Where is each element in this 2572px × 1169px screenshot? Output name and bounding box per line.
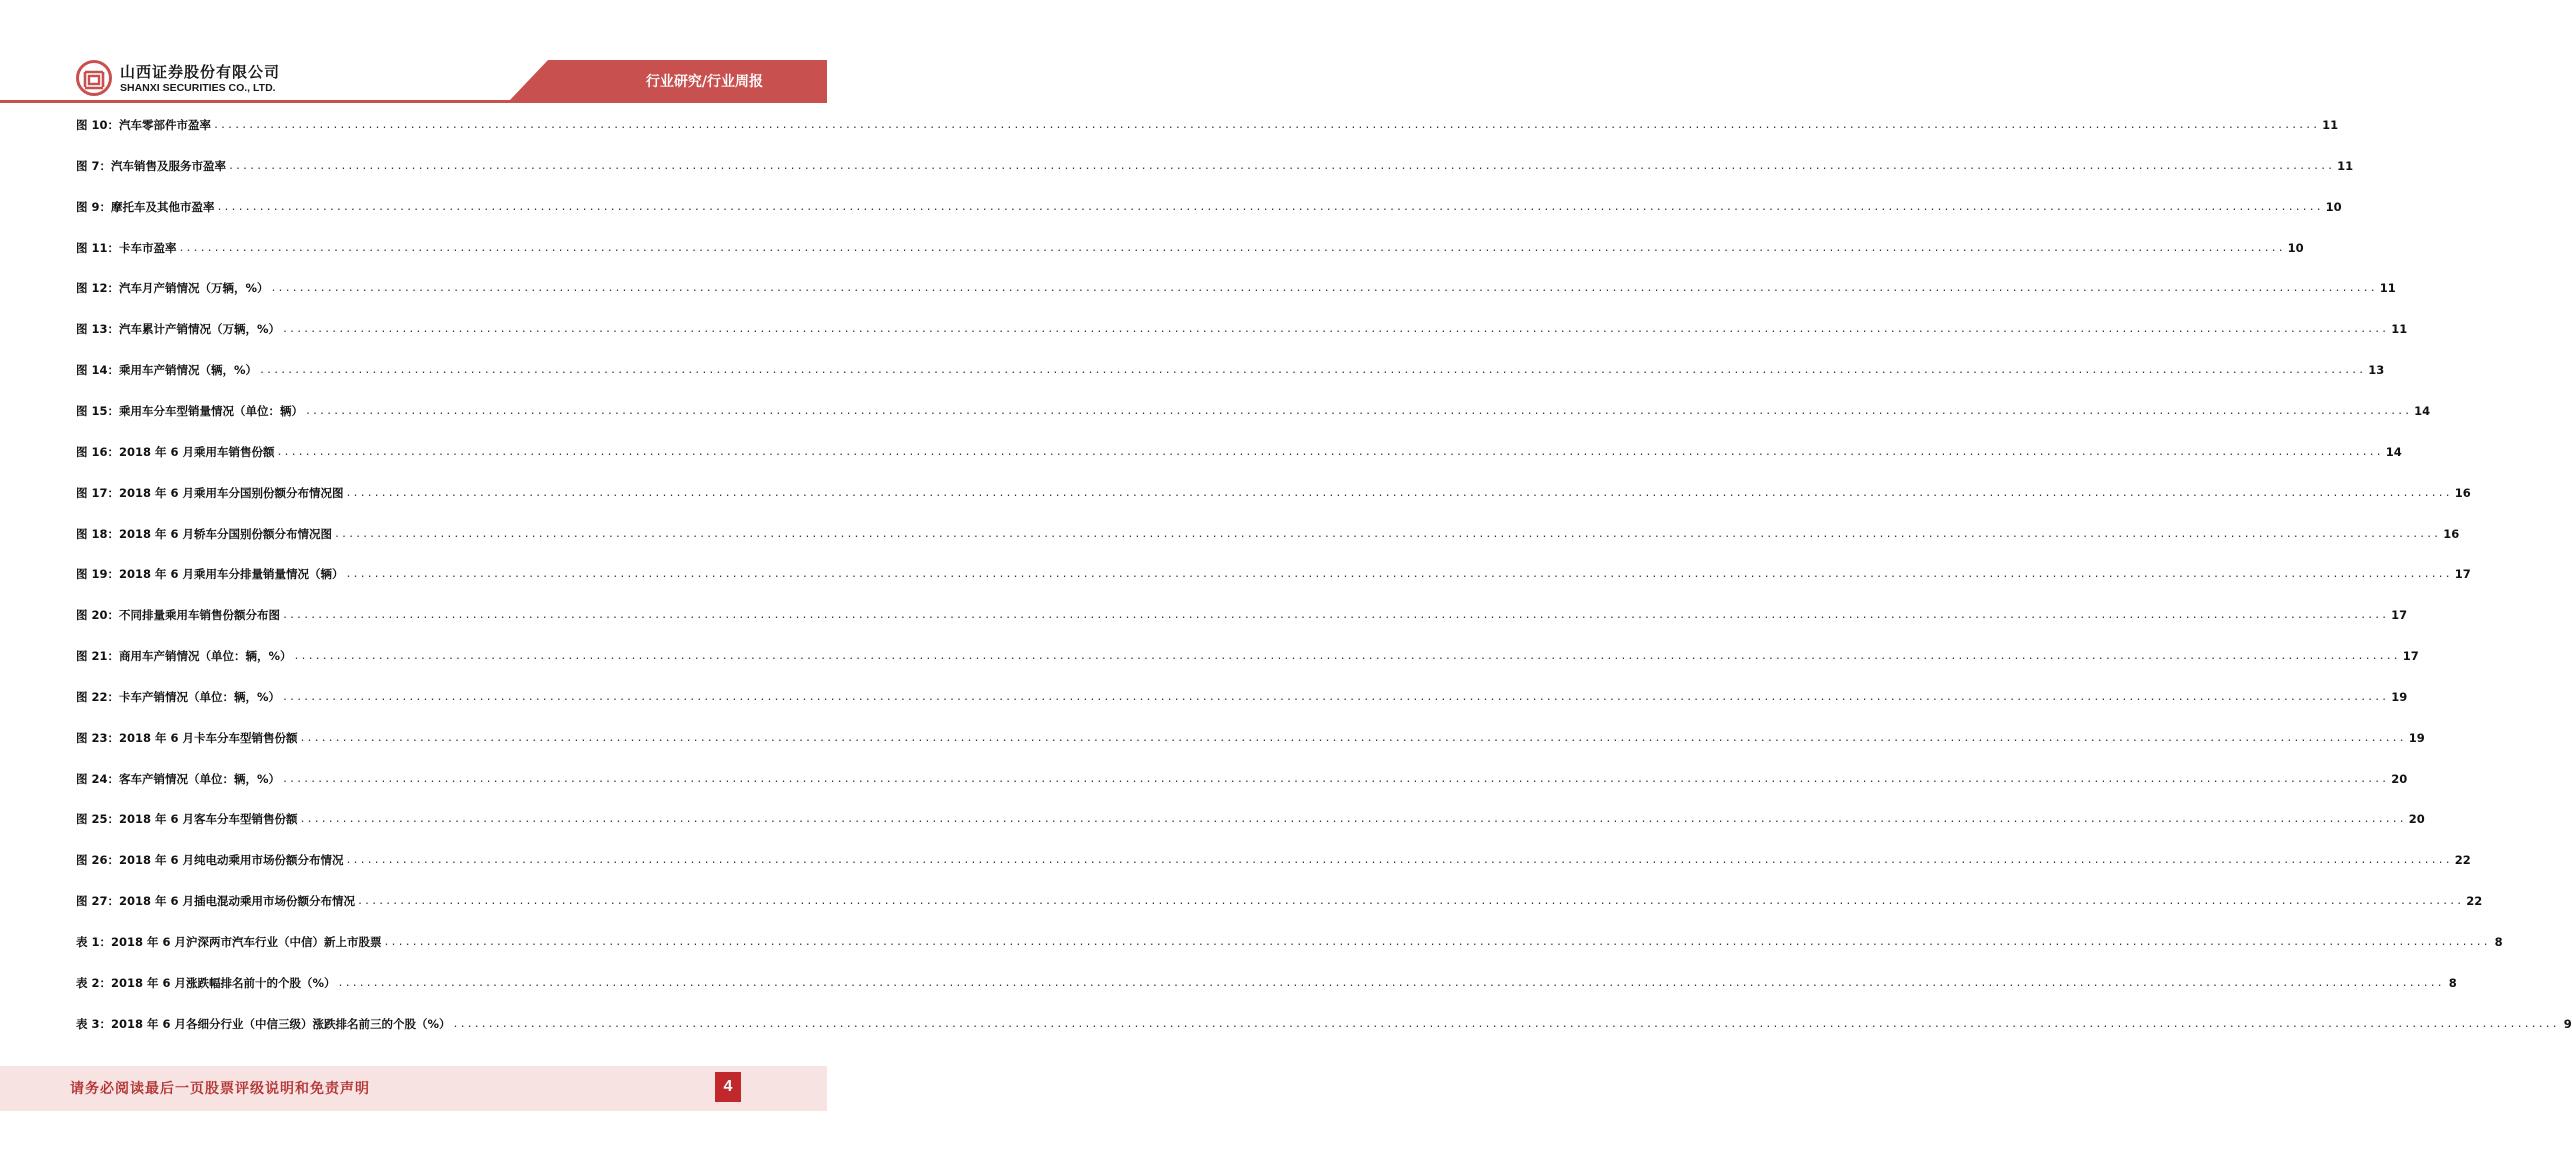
toc-entry-label: 图 24：客车产销情况（单位：辆，%）: [76, 772, 281, 786]
toc-entry-page: 17: [2454, 567, 2471, 581]
toc-entry-label: 图 27：2018 年 6 月插电混动乘用市场份额分布情况: [76, 894, 356, 908]
toc-entry[interactable]: [76, 974, 2457, 992]
toc-entry-page: 10: [2287, 241, 2304, 255]
toc-entry-label: 图 18：2018 年 6 月轿车分国别份额分布情况图: [76, 527, 333, 541]
toc-entry[interactable]: [76, 279, 2396, 297]
toc-leader-dots: ............................................................................................................................................................................................................................................................................................................: [282, 692, 2389, 703]
toc-entry-label: 表 2：2018 年 6 月涨跌幅排名前十的个股（%）: [76, 976, 336, 990]
header-divider: [0, 100, 827, 103]
toc-entry[interactable]: [76, 198, 2342, 216]
toc-entry[interactable]: [76, 116, 2339, 134]
toc-entry-label: 图 21：商用车产销情况（单位：辆，%）: [76, 649, 292, 663]
toc-entry-label: 图 17：2018 年 6 月乘用车分国别份额分布情况图: [76, 486, 344, 500]
toc-entry[interactable]: [76, 892, 2483, 910]
toc-leader-dots: ............................................................................................................................................................................................................................................................................................................: [452, 1019, 2559, 1030]
toc-entry-page: 19: [2408, 731, 2425, 745]
toc-entry-label: 图 9：摩托车及其他市盈率: [76, 200, 215, 214]
disclaimer-note: 请务必阅读最后一页股票评级说明和免责声明: [70, 1081, 370, 1097]
page-header: [0, 0, 827, 103]
toc-entry-page: 20: [2408, 812, 2425, 826]
toc-entry-label: 图 19：2018 年 6 月乘用车分排量销量情况（辆）: [76, 567, 344, 581]
toc-entry[interactable]: [76, 320, 2408, 338]
page-number: 4: [715, 1072, 741, 1102]
toc-entry[interactable]: [76, 361, 2385, 379]
toc-entry-label: 表 1：2018 年 6 月沪深两市汽车行业（中信）新上市股票: [76, 935, 382, 949]
toc-leader-dots: ............................................................................................................................................................................................................................................................................................................: [345, 569, 2452, 580]
company-name-cn: 山西证券股份有限公司: [120, 63, 281, 81]
toc-entry-label: 图 11：卡车市盈率: [76, 241, 177, 255]
toc-leader-dots: ............................................................................................................................................................................................................................................................................................................: [259, 365, 2366, 376]
toc-entry-page: 17: [2391, 608, 2408, 622]
shanxi-securities-logo-icon: [76, 60, 112, 96]
toc-entry-page: 8: [2494, 935, 2503, 949]
toc-entry[interactable]: [76, 239, 2304, 257]
toc-leader-dots: ............................................................................................................................................................................................................................................................................................................: [178, 243, 2285, 254]
toc-entry-page: 16: [2454, 486, 2471, 500]
toc-entry-label: 图 7：汽车销售及服务市盈率: [76, 159, 227, 173]
toc-entry[interactable]: [76, 157, 2354, 175]
toc-entry-label: 图 20：不同排量乘用车销售份额分布图: [76, 608, 281, 622]
toc-leader-dots: ............................................................................................................................................................................................................................................................................................................: [299, 814, 2406, 825]
toc-entry[interactable]: [76, 729, 2425, 747]
toc-entry[interactable]: [76, 770, 2408, 788]
toc-entry[interactable]: [76, 851, 2471, 869]
toc-entry-page: 10: [2325, 200, 2342, 214]
toc-entry-page: 11: [2322, 118, 2339, 132]
toc-leader-dots: ............................................................................................................................................................................................................................................................................................................: [213, 120, 2320, 131]
toc-entry[interactable]: [76, 810, 2425, 828]
toc-entry-page: 13: [2368, 363, 2385, 377]
report-section-title: 行业研究/行业周报: [645, 74, 763, 90]
toc-entry-label: 图 15：乘用车分车型销量情况（单位：辆）: [76, 404, 304, 418]
toc-entry[interactable]: [76, 1015, 2572, 1033]
toc-entry-page: 20: [2391, 772, 2408, 786]
toc-entry[interactable]: [76, 484, 2471, 502]
toc-leader-dots: ............................................................................................................................................................................................................................................................................................................: [345, 488, 2452, 499]
toc-entry[interactable]: [76, 443, 2402, 461]
toc-entry-page: 9: [2563, 1017, 2572, 1031]
toc-entry-label: 图 26：2018 年 6 月纯电动乘用市场份额分布情况: [76, 853, 344, 867]
toc-leader-dots: ............................................................................................................................................................................................................................................................................................................: [228, 161, 2335, 172]
toc-entry-page: 11: [2379, 281, 2396, 295]
toc-leader-dots: ............................................................................................................................................................................................................................................................................................................: [383, 937, 2490, 948]
toc-leader-dots: ............................................................................................................................................................................................................................................................................................................: [270, 283, 2377, 294]
toc-leader-dots: ............................................................................................................................................................................................................................................................................................................: [293, 651, 2400, 662]
toc-entry-page: 19: [2391, 690, 2408, 704]
toc-entry-page: 22: [2454, 853, 2471, 867]
toc-entry-page: 11: [2391, 322, 2408, 336]
toc-entry-label: 图 16：2018 年 6 月乘用车销售份额: [76, 445, 275, 459]
toc-entry-page: 16: [2443, 527, 2460, 541]
toc-entry-label: 图 10：汽车零部件市盈率: [76, 118, 212, 132]
toc-entry[interactable]: [76, 688, 2408, 706]
toc-leader-dots: ............................................................................................................................................................................................................................................................................................................: [299, 733, 2406, 744]
toc-entry[interactable]: [76, 933, 2503, 951]
toc-leader-dots: ............................................................................................................................................................................................................................................................................................................: [345, 855, 2452, 866]
company-name-en: SHANXI SECURITIES CO., LTD.: [120, 82, 276, 94]
toc-entry-label: 表 3：2018 年 6 月各细分行业（中信三级）涨跌排名前三的个股（%）: [76, 1017, 451, 1031]
toc-leader-dots: ............................................................................................................................................................................................................................................................................................................: [337, 978, 2444, 989]
toc-entry-page: 14: [2414, 404, 2431, 418]
toc-entry-label: 图 13：汽车累计产销情况（万辆，%）: [76, 322, 281, 336]
toc-entry[interactable]: [76, 402, 2431, 420]
toc-leader-dots: ............................................................................................................................................................................................................................................................................................................: [216, 202, 2323, 213]
toc-leader-dots: ............................................................................................................................................................................................................................................................................................................: [282, 324, 2389, 335]
toc-entry-page: 14: [2385, 445, 2402, 459]
toc-leader-dots: ............................................................................................................................................................................................................................................................................................................: [305, 406, 2412, 417]
toc-entry-page: 11: [2337, 159, 2354, 173]
toc-entry-page: 8: [2448, 976, 2457, 990]
toc-entry[interactable]: [76, 525, 2460, 543]
toc-entry-label: 图 23：2018 年 6 月卡车分车型销售份额: [76, 731, 298, 745]
toc-leader-dots: ............................................................................................................................................................................................................................................................................................................: [357, 896, 2464, 907]
toc-entry-label: 图 12：汽车月产销情况（万辆，%）: [76, 281, 269, 295]
toc-entry-label: 图 14：乘用车产销情况（辆，%）: [76, 363, 258, 377]
toc-leader-dots: ............................................................................................................................................................................................................................................................................................................: [334, 529, 2441, 540]
toc-leader-dots: ............................................................................................................................................................................................................................................................................................................: [282, 610, 2389, 621]
toc-entry[interactable]: [76, 565, 2471, 583]
toc-leader-dots: ............................................................................................................................................................................................................................................................................................................: [276, 447, 2383, 458]
toc-entry[interactable]: [76, 606, 2408, 624]
toc-entry-label: 图 25：2018 年 6 月客车分车型销售份额: [76, 812, 298, 826]
toc-leader-dots: ............................................................................................................................................................................................................................................................................................................: [282, 774, 2389, 785]
toc-entry-page: 17: [2402, 649, 2419, 663]
toc-entry-label: 图 22：卡车产销情况（单位：辆，%）: [76, 690, 281, 704]
toc-entry[interactable]: [76, 647, 2419, 665]
toc-entry-page: 22: [2466, 894, 2483, 908]
